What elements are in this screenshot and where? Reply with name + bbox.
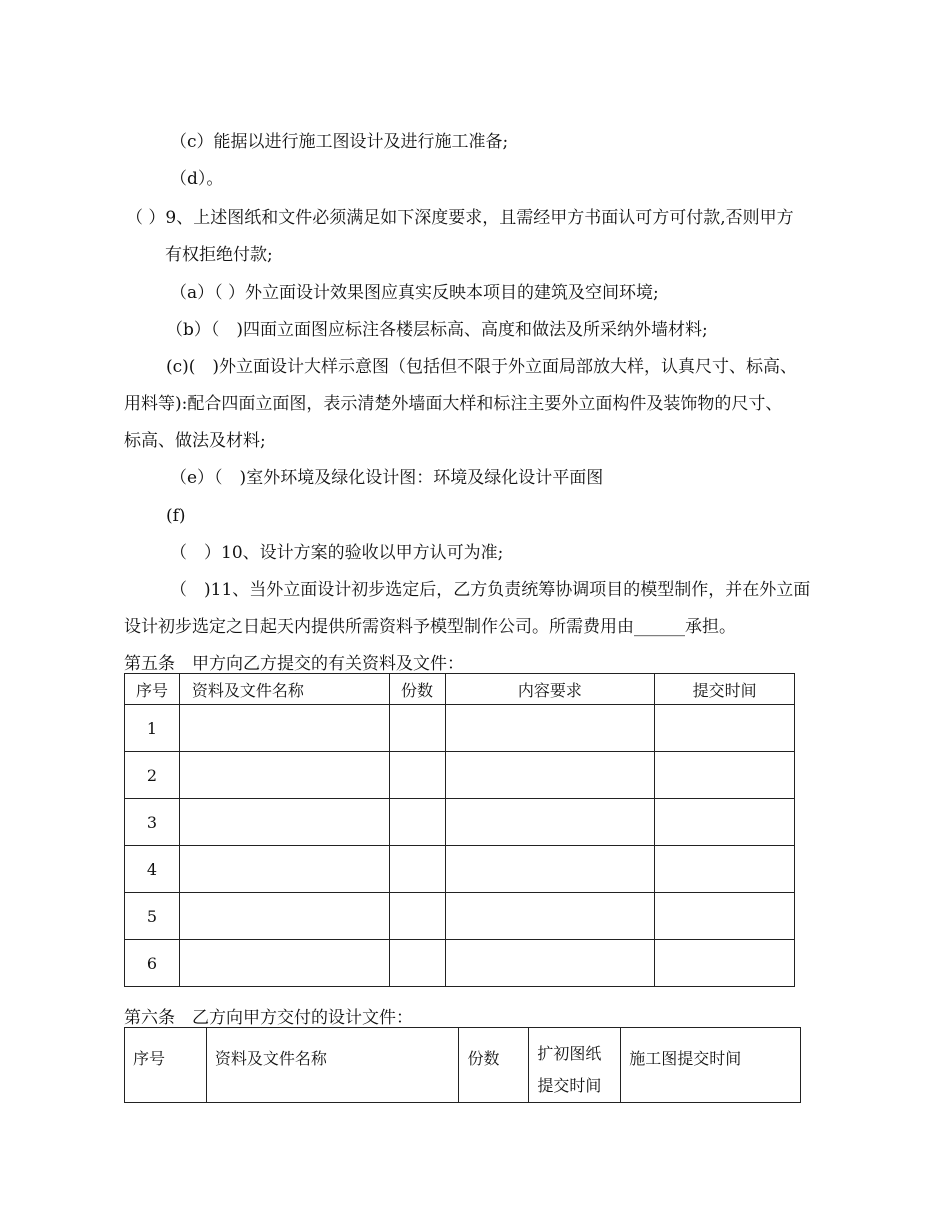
item-11-line-1: （ )11、当外立面设计初步选定后，乙方负责统筹协调项目的模型制作，并在外立面 [170, 580, 811, 600]
item-10: （ ）10、设计方案的验收以甲方认可为准; [170, 543, 504, 563]
header-seq: 序号 [125, 1028, 207, 1103]
cell-content[interactable] [445, 799, 655, 846]
clause-f: (f) [166, 506, 186, 526]
cell-copies[interactable] [389, 799, 445, 846]
header-content: 内容要求 [445, 674, 655, 705]
item-11-line-2: 设计初步选定之日起天内提供所需资料予模型制作公司。所需费用由______承担。 [124, 617, 736, 637]
row-number: 2 [125, 752, 180, 799]
header-preliminary-drawings [529, 1028, 621, 1103]
table-row [125, 799, 795, 846]
row-number: 3 [125, 799, 180, 846]
cell-submit-time[interactable] [655, 846, 795, 893]
cell-submit-time[interactable] [655, 705, 795, 752]
cell-submit-time[interactable] [655, 752, 795, 799]
row-number: 5 [125, 893, 180, 940]
table-header-row [125, 1028, 801, 1103]
clause-c2-line-3: 标高、做法及材料; [124, 431, 266, 451]
cell-copies[interactable] [389, 940, 445, 987]
clause-d: （d）。 [170, 169, 224, 189]
cell-content[interactable] [445, 846, 655, 893]
cell-copies[interactable] [389, 846, 445, 893]
header-submit-time: 提交时间 [655, 674, 795, 705]
cell-doc-name[interactable] [179, 893, 389, 940]
cell-submit-time[interactable] [655, 799, 795, 846]
header-copies: 份数 [389, 674, 445, 705]
cell-doc-name[interactable] [179, 799, 389, 846]
table-row [125, 705, 795, 752]
header-doc-name: 资料及文件名称 [206, 1028, 459, 1103]
table-row [125, 846, 795, 893]
clause-e: （e）（ )室外环境及绿化设计图：环境及绿化设计平面图 [170, 468, 604, 488]
clause-a: （a）（ ）外立面设计效果图应真实反映本项目的建筑及空间环境; [170, 283, 659, 303]
cell-doc-name[interactable] [179, 705, 389, 752]
row-number: 6 [125, 940, 180, 987]
table-row [125, 752, 795, 799]
article-6-table [124, 1027, 801, 1103]
item-9-line-2: 有权拒绝付款; [165, 245, 273, 265]
article-5-table [124, 673, 795, 987]
header-preliminary-drawings-line-2: 提交时间 [537, 1076, 602, 1095]
table-row [125, 893, 795, 940]
cell-doc-name[interactable] [179, 940, 389, 987]
article-6-title: 第六条 乙方向甲方交付的设计文件： [124, 1008, 413, 1028]
row-number: 4 [125, 846, 180, 893]
table-row [125, 940, 795, 987]
header-preliminary-drawings-line-1: 扩初图纸 [537, 1044, 602, 1063]
cell-copies[interactable] [389, 893, 445, 940]
clause-b: （b）（ )四面立面图应标注各楼层标高、高度和做法及所采纳外墙材料; [166, 320, 708, 340]
cell-content[interactable] [445, 752, 655, 799]
clause-c: （c）能据以进行施工图设计及进行施工准备; [170, 132, 509, 152]
header-construction-drawing-time: 施工图提交时间 [621, 1028, 801, 1103]
clause-c2-line-2: 用料等):配合四面立面图，表示清楚外墙面大样和标注主要外立面构件及装饰物的尺寸、 [124, 394, 783, 414]
cell-submit-time[interactable] [655, 893, 795, 940]
row-number: 1 [125, 705, 180, 752]
cell-doc-name[interactable] [179, 752, 389, 799]
article-5-title: 第五条 甲方向乙方提交的有关资料及文件： [124, 654, 464, 674]
cell-content[interactable] [445, 893, 655, 940]
table-header-row [125, 674, 795, 705]
header-seq: 序号 [125, 674, 180, 705]
cell-content[interactable] [445, 940, 655, 987]
cell-copies[interactable] [389, 752, 445, 799]
cell-content[interactable] [445, 705, 655, 752]
clause-c2-line-1: (c)( )外立面设计大样示意图（包括但不限于外立面局部放大样，认真尺寸、标高、 [166, 357, 798, 377]
cell-copies[interactable] [389, 705, 445, 752]
item-9-line-1: （ ）9、上述图纸和文件必须满足如下深度要求，且需经甲方书面认可方可付款,否则甲方 [126, 208, 794, 228]
header-copies: 份数 [459, 1028, 529, 1103]
header-doc-name: 资料及文件名称 [179, 674, 389, 705]
cell-submit-time[interactable] [655, 940, 795, 987]
cell-doc-name[interactable] [179, 846, 389, 893]
